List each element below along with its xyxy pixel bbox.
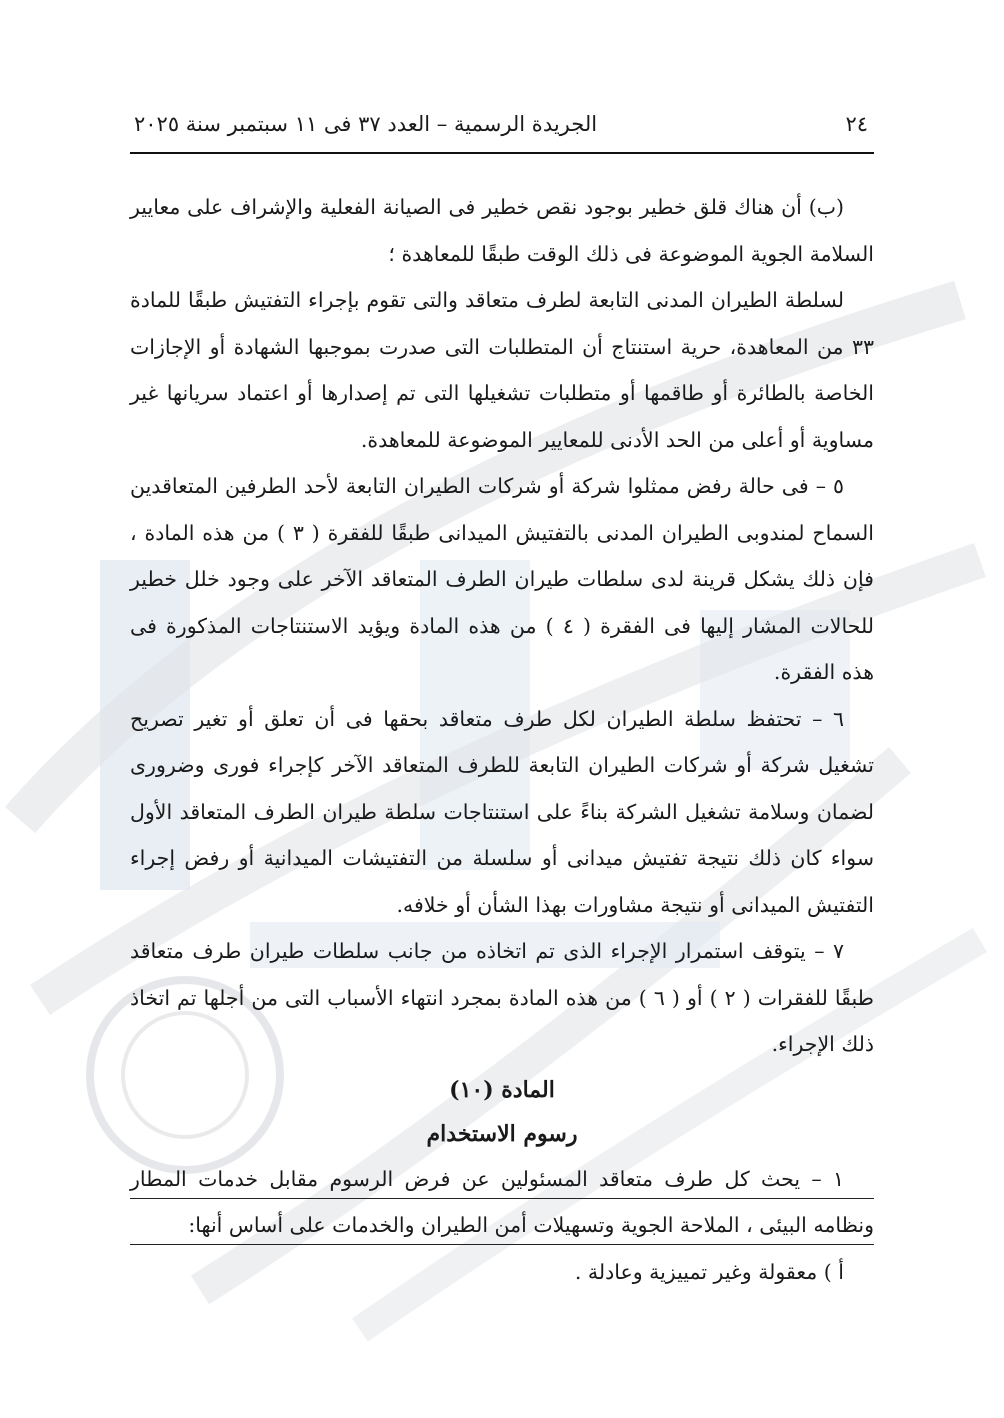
paragraph-10-1-a: أ ) معقولة وغير تمييزية وعادلة . bbox=[574, 1259, 844, 1284]
underline-rule bbox=[130, 1198, 874, 1199]
header-divider bbox=[130, 152, 874, 154]
paragraph-5: ٥ – فى حالة رفض ممثلوا شركة أو شركات الطيران التابعة لأحد الطرفين المتعاقدين السماح لمندوبى الطيران المدنى بالتفتيش الميدانى طبقًا للفقرة ( ٣ ) من هذه المادة ، فإن ذلك يشكل قرينة لدى سلطات طيران الطرف المتعاقد الآخر على وجود خلل خطير للحالات المشار إليها فى الفقرة ( ٤ ) من هذه المادة ويؤيد الاستنتاجات المذكورة فى هذه الفقرة. bbox=[130, 474, 874, 684]
underlined-paragraph-block bbox=[130, 1156, 874, 1249]
page-number: ٢٤ bbox=[845, 112, 868, 136]
paragraph-10-1: ١ – يحث كل طرف متعاقد المسئولين عن فرض الرسوم مقابل خدمات المطار ونظامه البيئى ، الملاحة الجوية وتسهيلات أمن الطيران والخدمات على أساس أنها: bbox=[130, 1166, 874, 1237]
paragraph-authority: لسلطة الطيران المدنى التابعة لطرف متعاقد والتى تقوم بإجراء التفتيش طبقًا للمادة ٣٣ من المعاهدة، حرية استنتاج أن المتطلبات التى صدرت بموجبها الشهادة أو الإجازات الخاصة بالطائرة أو طاقمها أو متطلبات تشغيلها التى تم إصدارها أو اعتماد سريانها غير مساوية أو أعلى من الحد الأدنى للمعايير الموضوعة للمعاهدة. bbox=[130, 288, 874, 452]
underline-rule bbox=[130, 1244, 874, 1245]
paragraph-6: ٦ – تحتفظ سلطة الطيران لكل طرف متعاقد بحقها فى أن تعلق أو تغير تصريح تشغيل شركة أو شركات الطيران التابعة للطرف المتعاقد الآخر كإجراء فورى وضرورى لضمان وسلامة تشغيل الشركة بناءً على استنتاجات سلطة طيران الطرف المتعاقد الأول سواء كان ذلك نتيجة تفتيش ميدانى أو سلسلة من التفتيشات الميدانية أو رفض إجراء التفتيش الميدانى أو نتيجة مشاورات بهذا الشأن أو خلافه. bbox=[130, 706, 874, 917]
paragraph-b: (ب) أن هناك قلق خطير بوجود نقص خطير فى الصيانة الفعلية والإشراف على معايير السلامة الجوية الموضوعة فى ذلك الوقت طبقًا للمعاهدة ؛ bbox=[130, 195, 874, 266]
page-header bbox=[130, 112, 874, 148]
paragraph-7: ٧ – يتوقف استمرار الإجراء الذى تم اتخاذه من جانب سلطات طيران طرف متعاقد طبقًا للفقرات ( ٢ ) أو ( ٦ ) من هذه المادة بمجرد انتهاء الأسباب التى من أجلها تم اتخاذ ذلك الإجراء. bbox=[130, 939, 874, 1056]
publication-title: الجريدة الرسمية – العدد ٣٧ فى ١١ سبتمبر سنة ٢٠٢٥ bbox=[134, 112, 598, 136]
article-subject-title: رسوم الاستخدام bbox=[426, 1120, 578, 1147]
document-page bbox=[130, 112, 874, 1295]
article-number-title: المادة (١٠) bbox=[449, 1076, 555, 1103]
